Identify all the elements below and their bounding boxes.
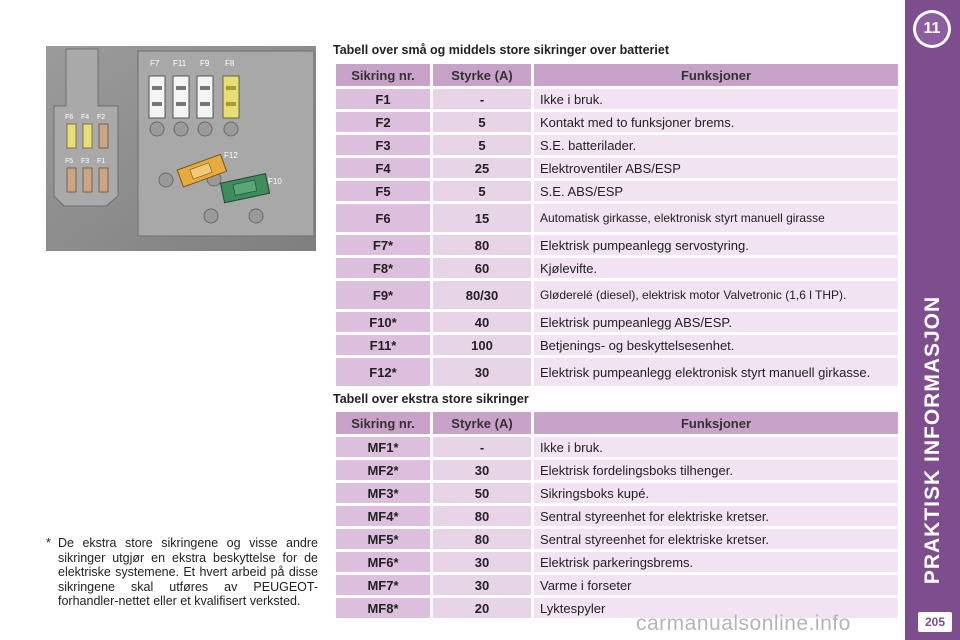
footnote-marker: * — [46, 536, 51, 550]
label-f4: F4 — [81, 114, 90, 121]
function-cell: Ikke i bruk. — [534, 89, 898, 109]
fuse-number-cell: MF5* — [336, 529, 430, 549]
rating-cell: 5 — [433, 112, 531, 132]
table-header-row — [336, 64, 898, 86]
fuse-number-cell: F11* — [336, 335, 430, 355]
rating-cell: 5 — [433, 135, 531, 155]
chapter-title: PRAKTISK INFORMASJON — [921, 295, 944, 585]
watermark: carmanualsonline.info — [636, 612, 851, 635]
rating-cell: 30 — [433, 460, 531, 480]
label-f6: F6 — [65, 114, 74, 121]
table-row — [336, 181, 898, 201]
fuse-number-cell: F9* — [336, 281, 430, 309]
table-row — [336, 358, 898, 386]
rating-cell: 30 — [433, 552, 531, 572]
fuse-f9 — [197, 76, 213, 118]
table-row — [336, 89, 898, 109]
fuse-number-cell: MF8* — [336, 598, 430, 618]
header-fuse-number: Sikring nr. — [336, 412, 430, 434]
small-medium-fuse-table — [333, 61, 901, 389]
rating-cell: - — [433, 437, 531, 457]
header-functions: Funksjoner — [534, 64, 898, 86]
table-row — [336, 135, 898, 155]
table-row — [336, 335, 898, 355]
rating-cell: 15 — [433, 204, 531, 232]
footnote — [46, 536, 318, 609]
function-cell: Elektrisk pumpeanlegg elektronisk styrt manuell girkasse. — [534, 358, 898, 386]
fuse-number-cell: MF2* — [336, 460, 430, 480]
header-functions: Funksjoner — [534, 412, 898, 434]
label-f12: F12 — [224, 151, 238, 160]
table-row — [336, 575, 898, 595]
page-number: 205 — [918, 612, 952, 632]
rating-cell: 25 — [433, 158, 531, 178]
table-row — [336, 460, 898, 480]
function-cell: Elektrisk pumpeanlegg ABS/ESP. — [534, 312, 898, 332]
table2-title: Tabell over ekstra store sikringer — [333, 392, 529, 406]
table-row — [336, 204, 898, 232]
fuse-f8 — [223, 76, 239, 118]
rating-cell: 30 — [433, 358, 531, 386]
rating-cell: 40 — [433, 312, 531, 332]
table-row — [336, 258, 898, 278]
rating-cell: 5 — [433, 181, 531, 201]
table-row — [336, 529, 898, 549]
fuse-box-drawing — [46, 46, 316, 251]
fuse-number-cell: MF7* — [336, 575, 430, 595]
rating-cell: 80 — [433, 235, 531, 255]
fuse-number-cell: F6 — [336, 204, 430, 232]
table-header-row — [336, 412, 898, 434]
table-row — [336, 437, 898, 457]
fuse-number-cell: MF1* — [336, 437, 430, 457]
table-row — [336, 235, 898, 255]
table1-title: Tabell over små og middels store sikringer over batteriet — [333, 43, 669, 57]
header-fuse-number: Sikring nr. — [336, 64, 430, 86]
label-f2: F2 — [97, 114, 106, 121]
fuse-number-cell: MF6* — [336, 552, 430, 572]
function-cell: S.E. batterilader. — [534, 135, 898, 155]
rating-cell: 20 — [433, 598, 531, 618]
label-f7: F7 — [150, 59, 160, 68]
chapter-number: 11 — [916, 13, 948, 45]
function-cell: Ikke i bruk. — [534, 437, 898, 457]
footnote-text: De ekstra store sikringene og visse andre sikringer utgjør en ekstra beskyttelse for de elektriske systemene. Et hvert arbeid på disse sikringene skal utføres av PEUGEOT-forhandler-nettet eller et kvalifisert verksted. — [58, 536, 318, 608]
label-f9: F9 — [200, 59, 210, 68]
rating-cell: 100 — [433, 335, 531, 355]
chapter-badge — [913, 10, 951, 48]
function-cell: Sentral styreenhet for elektriske kretser. — [534, 506, 898, 526]
function-cell: Kjølevifte. — [534, 258, 898, 278]
function-cell: Elektrisk parkeringsbrems. — [534, 552, 898, 572]
label-f3: F3 — [81, 158, 90, 165]
table-row — [336, 483, 898, 503]
label-f11: F11 — [173, 59, 187, 68]
table-row — [336, 506, 898, 526]
function-cell: Elektrisk pumpeanlegg servostyring. — [534, 235, 898, 255]
table-row — [336, 112, 898, 132]
label-f1: F1 — [97, 158, 106, 165]
fuse-number-cell: F8* — [336, 258, 430, 278]
function-cell: S.E. ABS/ESP — [534, 181, 898, 201]
function-cell: Elektrisk fordelingsboks tilhenger. — [534, 460, 898, 480]
fuse-number-cell: F7* — [336, 235, 430, 255]
function-cell: Elektroventiler ABS/ESP — [534, 158, 898, 178]
fuse-number-cell: F1 — [336, 89, 430, 109]
fuse-number-cell: F10* — [336, 312, 430, 332]
fuse-box-illustration — [46, 46, 316, 251]
function-cell: Betjenings- og beskyttelsesenhet. — [534, 335, 898, 355]
fuse-number-cell: F4 — [336, 158, 430, 178]
rating-cell: 80 — [433, 529, 531, 549]
extra-large-fuse-table — [333, 409, 901, 621]
function-cell: Sikringsboks kupé. — [534, 483, 898, 503]
rating-cell: 60 — [433, 258, 531, 278]
label-f10: F10 — [268, 177, 282, 186]
function-cell: Automatisk girkasse, elektronisk styrt manuell girasse — [534, 204, 898, 232]
table-row — [336, 312, 898, 332]
fuse-number-cell: F5 — [336, 181, 430, 201]
fuse-number-cell: F2 — [336, 112, 430, 132]
fuse-number-cell: MF4* — [336, 506, 430, 526]
rating-cell: - — [433, 89, 531, 109]
function-cell: Lyktespyler — [534, 598, 898, 618]
label-f8: F8 — [225, 59, 235, 68]
fuse-number-cell: F12* — [336, 358, 430, 386]
fuse-number-cell: MF3* — [336, 483, 430, 503]
function-cell: Gløderelé (diesel), elektrisk motor Valvetronic (1,6 l THP). — [534, 281, 898, 309]
fuse-f11 — [173, 76, 189, 118]
rating-cell: 50 — [433, 483, 531, 503]
small-fuses-top-row — [67, 124, 108, 148]
rating-cell: 80 — [433, 506, 531, 526]
table-row — [336, 281, 898, 309]
fuse-f7 — [149, 76, 165, 118]
label-f5: F5 — [65, 158, 74, 165]
fuse-number-cell: F3 — [336, 135, 430, 155]
small-fuses-bottom-row — [67, 168, 108, 192]
header-rating: Styrke (A) — [433, 64, 531, 86]
function-cell: Kontakt med to funksjoner brems. — [534, 112, 898, 132]
function-cell: Sentral styreenhet for elektriske kretser. — [534, 529, 898, 549]
rating-cell: 80/30 — [433, 281, 531, 309]
table-row — [336, 552, 898, 572]
function-cell: Varme i forseter — [534, 575, 898, 595]
rating-cell: 30 — [433, 575, 531, 595]
table-row — [336, 158, 898, 178]
header-rating: Styrke (A) — [433, 412, 531, 434]
